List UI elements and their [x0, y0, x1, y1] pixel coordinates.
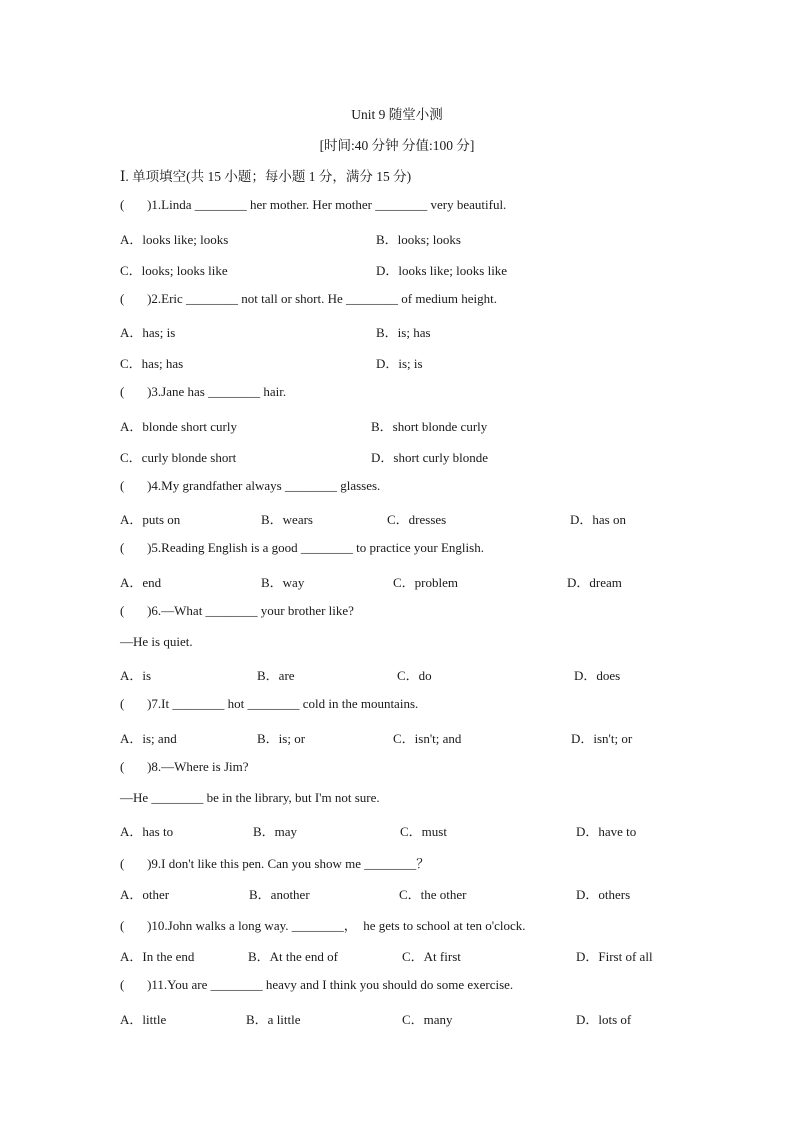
q9-option-c[interactable]: C．the other [399, 887, 467, 902]
question-stem-4: ( )4.My grandfather always ________ glasses. [120, 478, 381, 493]
q11-option-b[interactable]: B．a little [246, 1012, 301, 1027]
q5-option-c[interactable]: C．problem [393, 575, 458, 590]
question-stem-1: ( )1.Linda ________ her mother. Her mother ________ very beautiful. [120, 197, 507, 212]
q6-option-b[interactable]: B．are [257, 668, 295, 683]
q2-option-d[interactable]: D．is; is [376, 356, 423, 371]
q11-option-a[interactable]: A．little [120, 1012, 167, 1027]
q3-option-d[interactable]: D．short curly blonde [371, 450, 488, 465]
q5-option-a[interactable]: A．end [120, 575, 162, 590]
page-title: Unit 9 随堂小测 [351, 107, 443, 122]
q8-option-b[interactable]: B．may [253, 824, 298, 839]
q3-option-a[interactable]: A．blonde short curly [120, 419, 237, 434]
q3-option-b[interactable]: B．short blonde curly [371, 419, 488, 434]
q8-option-c[interactable]: C．must [400, 824, 447, 839]
q4-option-d[interactable]: D．has on [570, 512, 626, 527]
q9-option-d[interactable]: D．others [576, 887, 631, 902]
q10-option-b[interactable]: B．At the end of [248, 949, 338, 964]
question-stem-11: ( )11.You are ________ heavy and I think you should do some exercise. [120, 977, 514, 992]
q8-option-d[interactable]: D．have to [576, 824, 637, 839]
question-stem-5: ( )5.Reading English is a good ________ to practice your English. [120, 540, 484, 555]
q1-option-d[interactable]: D．looks like; looks like [376, 263, 508, 278]
q1-option-a[interactable]: A．looks like; looks [120, 232, 229, 247]
q9-option-b[interactable]: B．another [249, 887, 310, 902]
q11-option-d[interactable]: D．lots of [576, 1012, 632, 1027]
q10-option-c[interactable]: C．At first [402, 949, 461, 964]
q2-option-a[interactable]: A．has; is [120, 325, 176, 340]
q5-option-d[interactable]: D．dream [567, 575, 622, 590]
q6-option-d[interactable]: D．does [574, 668, 621, 683]
q2-option-c[interactable]: C．has; has [120, 356, 184, 371]
time-score-info: [时间:40 分钟 分值:100 分] [319, 138, 475, 153]
q9-option-a[interactable]: A．other [120, 887, 170, 902]
question-stem-8: ( )8.—Where is Jim? [120, 759, 249, 774]
q7-option-d[interactable]: D．isn't; or [571, 731, 633, 746]
q4-option-b[interactable]: B．wears [261, 512, 313, 527]
q11-option-c[interactable]: C．many [402, 1012, 453, 1027]
question-stem-9: ( )9.I don't like this pen. Can you show me ________？ [120, 856, 430, 871]
q4-option-a[interactable]: A．puts on [120, 512, 181, 527]
question-stem-10: ( )10.John walks a long way. ________， he gets to school at ten o'clock. [120, 918, 526, 933]
question-stem-3: ( )3.Jane has ________ hair. [120, 384, 287, 399]
q3-option-c[interactable]: C．curly blonde short [120, 450, 237, 465]
q6-option-a[interactable]: A．is [120, 668, 152, 683]
question-stem-6: ( )6.—What ________ your brother like? [120, 603, 354, 618]
q1-option-c[interactable]: C．looks; looks like [120, 263, 228, 278]
q4-option-c[interactable]: C．dresses [387, 512, 447, 527]
q2-option-b[interactable]: B．is; has [376, 325, 431, 340]
q7-option-b[interactable]: B．is; or [257, 731, 306, 746]
question-stem-7: ( )7.It ________ hot ________ cold in the mountains. [120, 696, 419, 711]
q8-option-a[interactable]: A．has to [120, 824, 174, 839]
question-answer-8: —He ________ be in the library, but I'm not sure. [120, 790, 380, 805]
question-stem-2: ( )2.Eric ________ not tall or short. He ________ of medium height. [120, 291, 497, 306]
q10-option-d[interactable]: D．First of all [576, 949, 653, 964]
section-heading: Ⅰ. 单项填空(共 15 小题；每小题 1 分，满分 15 分) [120, 169, 412, 184]
q1-option-b[interactable]: B．looks; looks [376, 232, 461, 247]
q6-option-c[interactable]: C．do [397, 668, 432, 683]
q7-option-c[interactable]: C．isn't; and [393, 731, 462, 746]
q5-option-b[interactable]: B．way [261, 575, 305, 590]
q7-option-a[interactable]: A．is; and [120, 731, 177, 746]
question-answer-6: —He is quiet. [120, 634, 193, 649]
q10-option-a[interactable]: A．In the end [120, 949, 195, 964]
